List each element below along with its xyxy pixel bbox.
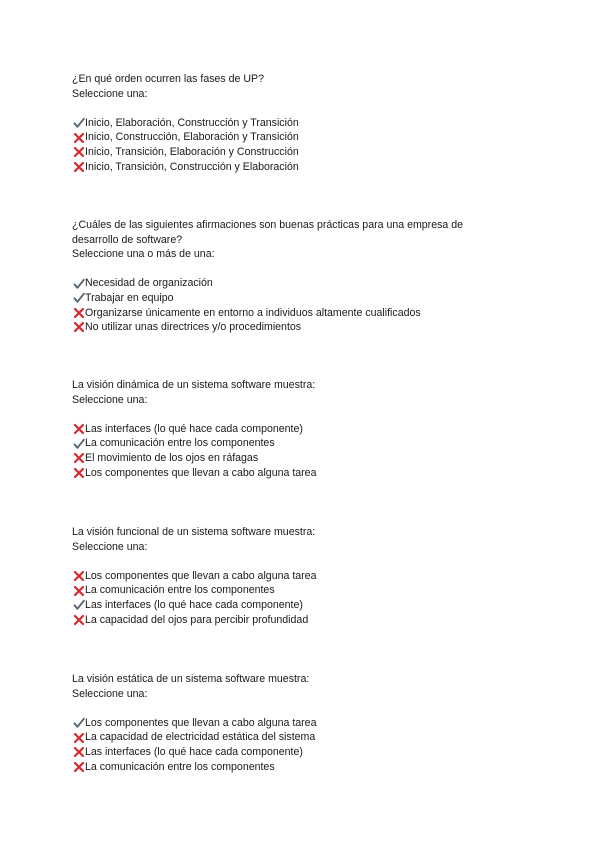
question-instruction: Seleccione una: xyxy=(72,687,148,700)
question-text: La visión estática de un sistema software muestra: xyxy=(72,673,310,685)
question-instruction: Seleccione una: xyxy=(72,393,148,406)
answer-label: Las interfaces (lo qué hace cada componente) xyxy=(85,745,303,758)
answer-option xyxy=(72,451,512,466)
answer-option xyxy=(72,116,512,131)
answer-label: Los componentes que llevan a cabo alguna tarea xyxy=(85,466,317,479)
answer-option xyxy=(72,276,512,291)
cross-mark-icon xyxy=(72,761,85,773)
answer-option xyxy=(72,291,512,306)
question-instruction: Seleccione una: xyxy=(72,87,148,100)
question-instruction: Seleccione una: xyxy=(72,540,148,553)
question-text: La visión funcional de un sistema software muestra: xyxy=(72,526,316,538)
answer-option xyxy=(72,760,512,775)
cross-mark-icon xyxy=(72,614,85,626)
answer-option xyxy=(72,569,512,584)
check-mark-icon xyxy=(72,599,85,611)
answer-option xyxy=(72,436,512,451)
answer-option xyxy=(72,613,512,628)
cross-mark-icon xyxy=(72,146,85,158)
question-1 xyxy=(72,72,512,174)
answer-label: Inicio, Elaboración, Construcción y Transición xyxy=(85,116,299,129)
cross-mark-icon xyxy=(72,570,85,582)
cross-mark-icon xyxy=(72,307,85,319)
answer-label: Los componentes que llevan a cabo alguna tarea xyxy=(85,716,317,729)
cross-mark-icon xyxy=(72,321,85,333)
answer-option xyxy=(72,145,512,160)
answer-option xyxy=(72,160,512,175)
answer-label: Las interfaces (lo qué hace cada componente) xyxy=(85,422,303,435)
question-3 xyxy=(72,378,512,480)
answer-option xyxy=(72,583,512,598)
cross-mark-icon xyxy=(72,161,85,173)
answer-label: Necesidad de organización xyxy=(85,277,213,290)
answer-option xyxy=(72,422,512,437)
answer-label: Organizarse únicamente en entorno a individuos altamente cualificados xyxy=(85,306,421,319)
check-mark-icon xyxy=(72,717,85,729)
check-mark-icon xyxy=(72,117,85,129)
answer-option xyxy=(72,745,512,760)
question-instruction: Seleccione una o más de una: xyxy=(72,248,215,261)
answer-label: Inicio, Transición, Construcción y Elaboración xyxy=(85,160,299,173)
check-mark-icon xyxy=(72,438,85,450)
question-text: La visión dinámica de un sistema software muestra: xyxy=(72,379,316,391)
answer-option xyxy=(72,716,512,731)
check-mark-icon xyxy=(72,292,85,304)
cross-mark-icon xyxy=(72,732,85,744)
answer-label: La comunicación entre los componentes xyxy=(85,760,275,773)
question-5 xyxy=(72,672,512,774)
answer-label: La capacidad de electricidad estática del sistema xyxy=(85,731,316,744)
answer-label: El movimiento de los ojos en ráfagas xyxy=(85,451,259,464)
cross-mark-icon xyxy=(72,452,85,464)
answer-label: Las interfaces (lo qué hace cada componente) xyxy=(85,598,303,611)
cross-mark-icon xyxy=(72,585,85,597)
question-2 xyxy=(72,218,512,335)
answer-label: No utilizar unas directrices y/o procedimientos xyxy=(85,321,302,334)
question-text: ¿En qué orden ocurren las fases de UP? xyxy=(72,73,264,85)
answer-option xyxy=(72,130,512,145)
question-text: ¿Cuáles de las siguientes afirmaciones son buenas prácticas para una empresa de desarrollo de software? xyxy=(72,219,464,246)
answer-option xyxy=(72,466,512,481)
answer-label: La comunicación entre los componentes xyxy=(85,584,275,597)
answer-option xyxy=(72,320,512,335)
check-mark-icon xyxy=(72,278,85,290)
answer-option xyxy=(72,306,512,321)
cross-mark-icon xyxy=(72,423,85,435)
answer-label: Inicio, Transición, Elaboración y Construcción xyxy=(85,145,299,158)
cross-mark-icon xyxy=(72,746,85,758)
cross-mark-icon xyxy=(72,467,85,479)
answer-option xyxy=(72,598,512,613)
answer-label: Los componentes que llevan a cabo alguna tarea xyxy=(85,569,317,582)
answer-label: La comunicación entre los componentes xyxy=(85,437,275,450)
answer-option xyxy=(72,730,512,745)
question-4 xyxy=(72,525,512,627)
answer-label: Trabajar en equipo xyxy=(85,291,174,304)
answer-label: La capacidad del ojos para percibir profundidad xyxy=(85,613,309,626)
cross-mark-icon xyxy=(72,132,85,144)
answer-label: Inicio, Construcción, Elaboración y Transición xyxy=(85,131,299,144)
